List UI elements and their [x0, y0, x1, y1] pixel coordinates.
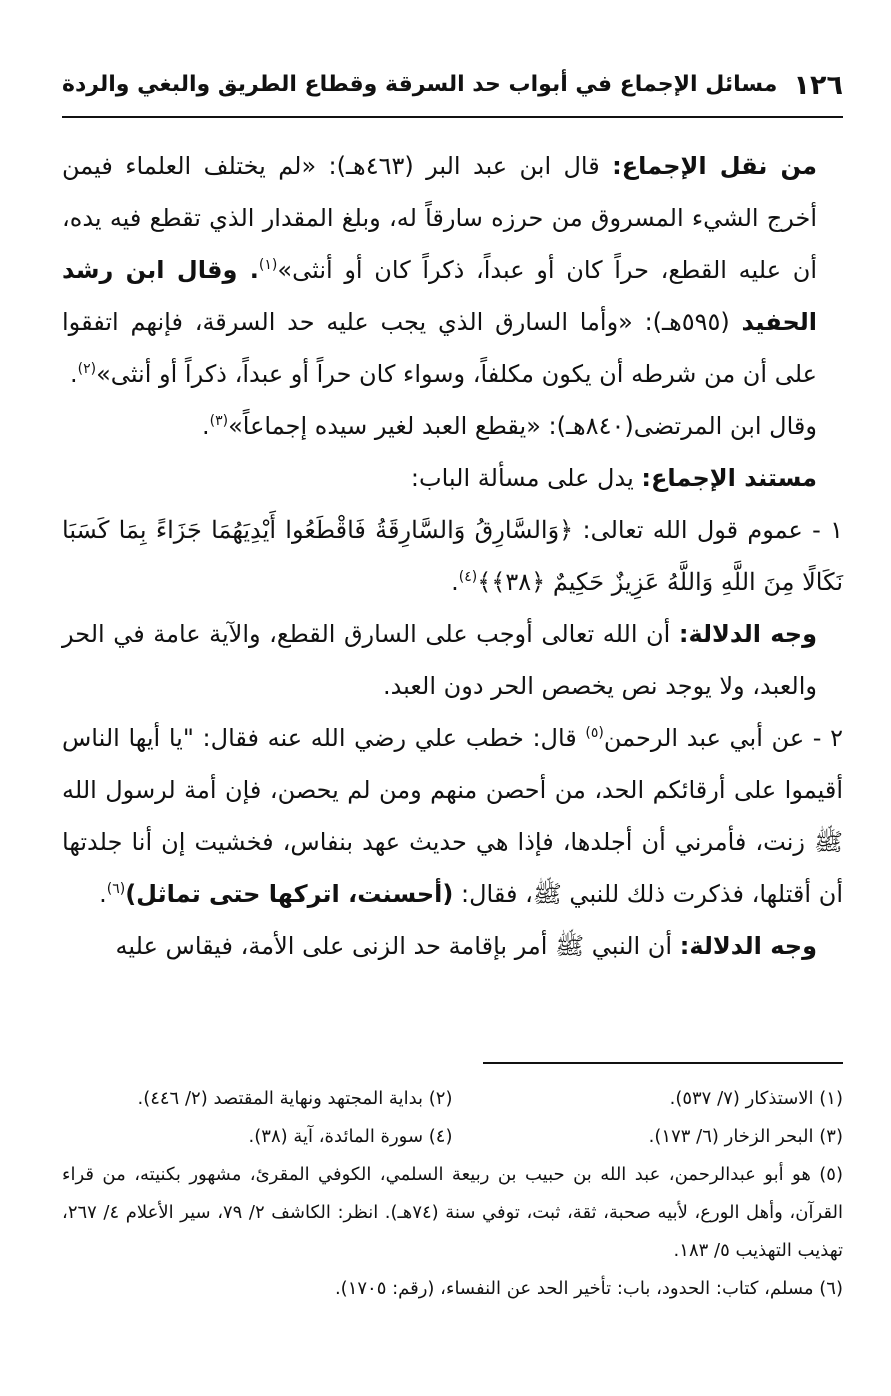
- paragraph-text: أن الله تعالى أوجب على السارق القطع، والآية عامة في الحر والعبد، ولا يوجد نص يخصص الحر دون العبد.: [62, 620, 817, 700]
- running-title: مسائل الإجماع في أبواب حد السرقة وقطاع الطريق والبغي والردة: [62, 72, 778, 97]
- footnote-1: (١) الاستذكار (٧/ ٥٣٧).: [669, 1088, 843, 1109]
- paragraph-indication-2: [62, 920, 843, 972]
- footnote-ref[interactable]: (٢): [77, 361, 97, 377]
- section-label: من نقل الإجماع:: [612, 152, 817, 180]
- paragraph-text: وقال ابن المرتضى(٨٤٠هـ): «يقطع العبد لغير سيده إجماعاً»: [228, 412, 817, 440]
- footnote-6: (٦) مسلم، كتاب: الحدود، باب: تأخير الحد عن النفساء، (رقم: ١٧٠٥).: [334, 1278, 843, 1299]
- hadith-bold-text: (أحسنت، اتركها حتى تماثل): [125, 880, 454, 908]
- paragraph-text: يدل على مسألة الباب:: [410, 464, 642, 492]
- list-item-text: قال: خطب علي رضي الله عنه فقال: "يا أيها الناس أقيموا على أرقائكم الحد، من أحصن منهم ومن لم يحصن، فإن أمة لرسول الله ﷺ زنت، فأمرني أن أجلدها، فإذا هي حديث عهد بنفاس، فخشيت إن أنا جلدتها أن أقتلها، فذكرت ذلك للنبي ﷺ، فقال:: [62, 724, 843, 908]
- paragraph-text: (٥٩٥هـ): «وأما السارق الذي يجب عليه حد السرقة، فإنهم اتفقوا على أن من شرطه أن يكون مكلفاً، وسواء كان حراً أو عبداً، ذكراً أو أنثى»: [62, 308, 817, 388]
- list-item-2: [62, 712, 843, 920]
- page-number: ١٢٦: [793, 70, 843, 101]
- quran-verse: ﴿وَالسَّارِقُ وَالسَّارِقَةُ فَاقْطَعُوا أَيْدِيَهُمَا جَزَاءً بِمَا كَسَبَا نَكَالًا مِنَ اللَّهِ وَاللَّهُ عَزِيزٌ حَكِيمٌ ﴿٣٨﴾﴾: [62, 516, 843, 596]
- punctuation: .: [451, 568, 459, 596]
- punctuation: .: [70, 360, 78, 388]
- footnote-ref[interactable]: (٦): [106, 881, 126, 897]
- paragraph-indication-1: [62, 608, 843, 712]
- footnote-2: (٢) بداية المجتهد ونهاية المقتصد (٢/ ٤٤٦).: [137, 1088, 453, 1109]
- paragraph-ibn-murtada: [62, 400, 843, 452]
- paragraph-consensus-transmission: [62, 140, 843, 400]
- section-label: مستند الإجماع:: [641, 464, 817, 492]
- footnote-ref[interactable]: (٣): [209, 413, 229, 429]
- footnotes: [62, 1080, 843, 1308]
- footnote-ref[interactable]: (١): [258, 257, 278, 273]
- footnote-5: (٥) هو أبو عبدالرحمن، عبد الله بن حبيب بن ربيعة السلمي، الكوفي المقرئ، مشهور بكنيته، من قراء القرآن، وأهل الورع، لأبيه صحبة، ثقة، ثبت، توفي سنة (٧٤هـ). انظر: الكاشف ٢/ ٧٩، سير الأعلام ٤/ ٢٦٧، تهذيب التهذيب ٥/ ١٨٣.: [62, 1164, 843, 1261]
- footnote-ref[interactable]: (٤): [458, 569, 478, 585]
- header-divider: [62, 116, 843, 118]
- punctuation: .: [99, 880, 107, 908]
- punctuation: .: [202, 412, 210, 440]
- paragraph-bold-text: . وقال ابن رشد الحفيد: [62, 256, 817, 336]
- list-item-1: [62, 504, 843, 608]
- paragraph-consensus-basis: [62, 452, 843, 504]
- footnote-row: [62, 1080, 843, 1118]
- footnote-3: (٣) البحر الزخار (٦/ ١٧٣).: [648, 1126, 843, 1147]
- running-header: [62, 66, 843, 110]
- list-item-text: ١ - عموم قول الله تعالى:: [573, 516, 843, 544]
- section-label: وجه الدلالة:: [678, 620, 817, 648]
- footnote-ref[interactable]: (٥): [585, 725, 604, 741]
- section-label: وجه الدلالة:: [679, 932, 817, 960]
- footnote-row: [62, 1118, 843, 1156]
- paragraph-text: أن النبي ﷺ أمر بإقامة حد الزنى على الأمة، فيقاس عليه: [115, 932, 680, 960]
- paragraph-text: قال ابن عبد البر (٤٦٣هـ): «لم يختلف العلماء فيمن أخرج الشيء المسروق من حرزه سارقاً له، وبلغ المقدار الذي تقطع فيه يده، أن عليه القطع، حراً كان أو عبداً، ذكراً كان أو أنثى»: [62, 152, 817, 284]
- main-text: [62, 140, 843, 972]
- list-item-text: ٢ - عن أبي عبد الرحمن: [603, 724, 844, 752]
- footnote-divider: [483, 1062, 843, 1064]
- footnote-4: (٤) سورة المائدة، آية (٣٨).: [248, 1126, 453, 1147]
